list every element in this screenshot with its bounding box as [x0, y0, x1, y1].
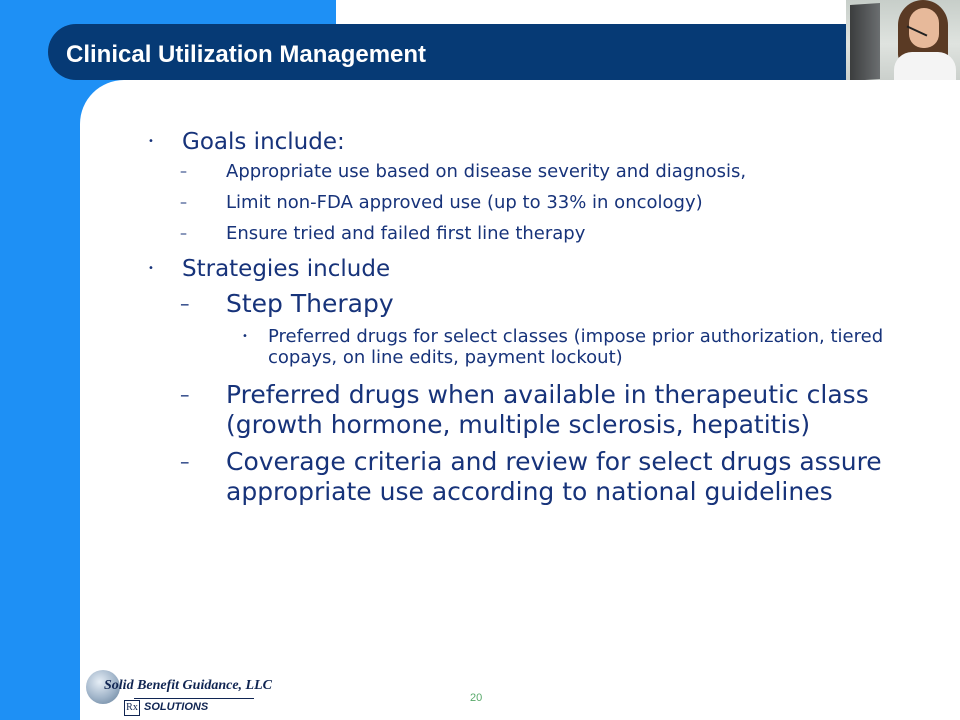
bullet-item — [148, 224, 918, 244]
bullet-item — [148, 447, 918, 507]
logo-subtitle: SOLUTIONS — [144, 701, 209, 713]
bullet-item — [148, 380, 918, 440]
logo-name: Solid Benefit Guidance, LLC — [104, 678, 272, 693]
bullet-text: Ensure tried and failed first line therapy — [226, 223, 586, 244]
bullet-item — [148, 255, 918, 283]
bullet-item — [148, 289, 918, 319]
bullet-text: Preferred drugs for select classes (impose prior authorization, tiered copays, on line edits, payment lockout) — [268, 326, 884, 368]
dash-marker-icon: – — [180, 164, 187, 180]
company-logo — [86, 668, 276, 718]
bullet-item — [148, 326, 918, 368]
logo-divider — [134, 698, 254, 699]
dash-marker-icon: – — [180, 293, 190, 315]
bullet-marker-icon: • — [242, 331, 248, 342]
bullet-text: Coverage criteria and review for select drugs assure appropriate use according to national guidelines — [226, 447, 882, 506]
bullet-text: Goals include: — [182, 129, 345, 155]
rx-icon: Rx — [124, 700, 140, 716]
dash-marker-icon: – — [180, 451, 190, 473]
shirt-shape — [894, 52, 956, 80]
slide-title: Clinical Utilization Management — [66, 41, 427, 68]
dash-marker-icon: – — [180, 195, 187, 211]
bullet-text: Strategies include — [182, 256, 391, 282]
bullet-item — [148, 193, 918, 213]
dash-marker-icon: – — [180, 384, 190, 406]
bullet-text: Preferred drugs when available in therapeutic class (growth hormone, multiple sclerosis, hepatitis) — [226, 380, 869, 439]
bullet-text: Appropriate use based on disease severity and diagnosis, — [226, 161, 747, 182]
bullet-item — [148, 128, 918, 156]
bullet-marker-icon: • — [148, 263, 154, 274]
monitor-shape — [850, 3, 880, 80]
bullet-text: Step Therapy — [226, 289, 394, 318]
bullet-list — [148, 128, 918, 514]
bullet-text: Limit non-FDA approved use (up to 33% in oncology) — [226, 192, 703, 213]
bullet-item — [148, 162, 918, 182]
page-number: 20 — [470, 692, 483, 704]
call-center-agent-photo — [846, 0, 960, 80]
dash-marker-icon: – — [180, 226, 187, 242]
bullet-marker-icon: • — [148, 136, 154, 147]
